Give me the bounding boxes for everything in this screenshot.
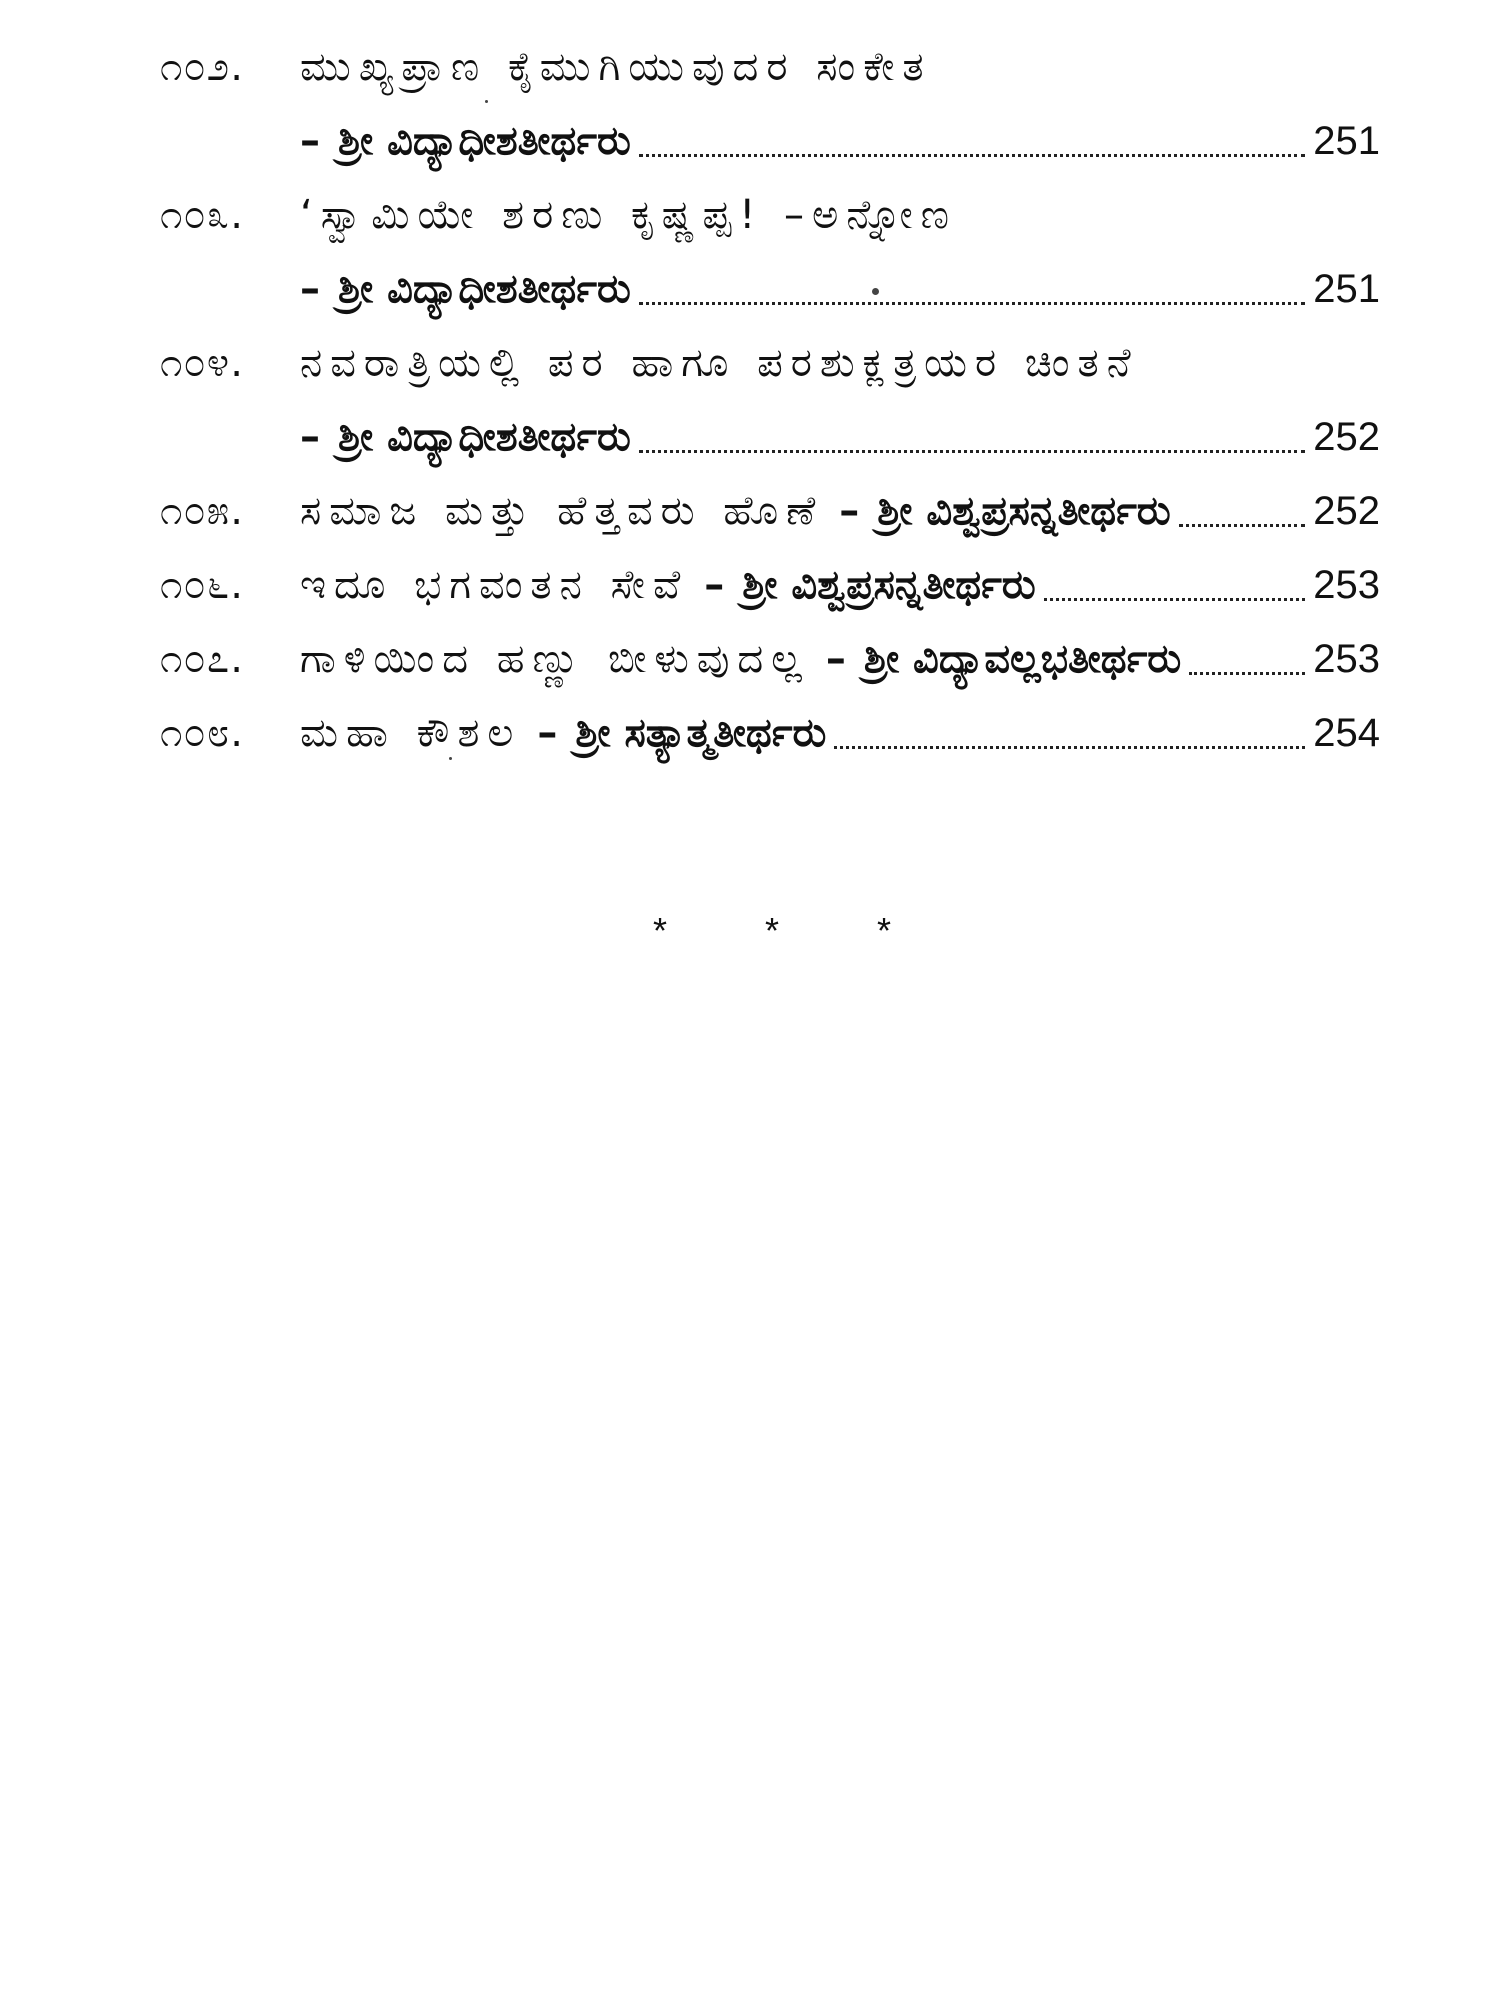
toc-entry-author-line (160, 400, 1380, 474)
author-dash: – (300, 266, 320, 312)
entry-title: ಸಮಾಜ ಮತ್ತು ಹೆತ್ತವರು ಹೊಣೆ (300, 488, 824, 534)
author-dash: – (825, 636, 846, 682)
entry-number: ೧೦೮. (160, 710, 244, 756)
toc-entry-title-line (160, 178, 1380, 252)
author-dash: – (300, 414, 320, 460)
author-dash: – (704, 562, 725, 608)
dot-leader (639, 154, 1305, 157)
entry-title: ಮುಖ್ಯಪ್ರಾಣ ಕೈಮುಗಿಯುವುದರ ಸಂಕೇತ (300, 44, 932, 90)
entry-number: ೧೦೭. (160, 636, 244, 682)
entry-author: ಶ್ರೀ ವಿದ್ಯಾಧೀಶತೀರ್ಥರು (338, 118, 631, 164)
entry-number: ೧೦೬. (160, 562, 244, 608)
entry-page-number: 253 (1313, 563, 1380, 607)
entry-number: ೧೦೪. (160, 340, 244, 386)
dot-leader (1179, 524, 1306, 527)
entry-author: ಶ್ರೀ ವಿದ್ಯಾವಲ್ಲಭತೀರ್ಥರು (863, 636, 1182, 682)
entry-title: ಇದೂ ಭಗವಂತನ ಸೇವೆ (300, 562, 689, 608)
entry-author: ಶ್ರೀ ವಿಶ್ವಪ್ರಸನ್ನತೀರ್ಥರು (742, 562, 1036, 608)
toc-entry-title-line (160, 30, 1380, 104)
entry-number: ೧೦೨. (160, 44, 244, 90)
author-dash: – (300, 118, 320, 164)
entry-title: ‘ಸ್ವಾಮಿಯೇ ಶರಣು ಕೃಷ್ಣಪ್ಪ! –ಅನ್ನೋಣ (300, 192, 958, 238)
toc-entry-author-line (160, 252, 1380, 326)
entry-author: ಶ್ರೀ ಸತ್ಯಾತ್ಮತೀರ್ಥರು (575, 710, 827, 756)
dot-leader (834, 746, 1305, 749)
entry-page-number: 251 (1313, 119, 1380, 163)
entry-title: ಗಾಳಿಯಿಂದ ಹಣ್ಣು ಬೀಳುವುದಲ್ಲ (300, 636, 810, 682)
author-dash: – (537, 710, 558, 756)
toc-entry (160, 474, 1380, 548)
entry-author: ಶ್ರೀ ವಿದ್ಯಾಧೀಶತೀರ್ಥರು (338, 266, 631, 312)
table-of-contents (160, 30, 1380, 770)
end-mark: * * * (652, 910, 936, 951)
entry-page-number: 252 (1313, 415, 1380, 459)
toc-entry-author-line (160, 104, 1380, 178)
print-speck (485, 100, 488, 103)
dot-leader (639, 450, 1305, 453)
entry-page-number: 251 (1313, 267, 1380, 311)
toc-entry (160, 696, 1380, 770)
entry-title: ಮಹಾ ಕೌಶಲ (300, 710, 522, 756)
print-speck (872, 288, 879, 295)
dot-leader (1189, 672, 1305, 675)
entry-number: ೧೦೩. (160, 192, 244, 238)
entry-title: ನವರಾತ್ರಿಯಲ್ಲಿ ಪರ ಹಾಗೂ ಪರಶುಕ್ಲತ್ರಯರ ಚಿಂತನೆ (300, 340, 1139, 386)
entry-page-number: 253 (1313, 637, 1380, 681)
dot-leader (639, 302, 1305, 305)
toc-entry (160, 622, 1380, 696)
entry-page-number: 254 (1313, 711, 1380, 755)
entry-author: ಶ್ರೀ ವಿಶ್ವಪ್ರಸನ್ನತೀರ್ಥರು (877, 488, 1171, 534)
entry-page-number: 252 (1313, 489, 1380, 533)
toc-entry-title-line (160, 326, 1380, 400)
author-dash: – (839, 488, 860, 534)
print-speck (449, 757, 452, 760)
entry-author: ಶ್ರೀ ವಿದ್ಯಾಧೀಶತೀರ್ಥರು (338, 414, 631, 460)
toc-entry (160, 548, 1380, 622)
dot-leader (1044, 598, 1306, 601)
entry-number: ೧೦೫. (160, 488, 244, 534)
